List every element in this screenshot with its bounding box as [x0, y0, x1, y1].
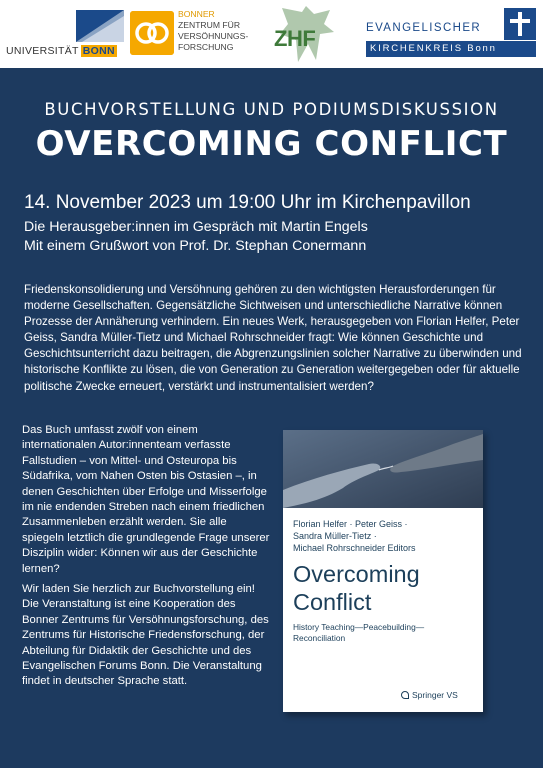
zhf-wordmark: ZHF — [274, 26, 316, 51]
book-authors-line-2: Sandra Müller-Tietz · — [293, 531, 377, 542]
event-title: OVERCOMING CONFLICT — [35, 124, 508, 164]
university-label: UNIVERSITÄT — [6, 45, 79, 57]
university-bonn-mark-icon — [76, 10, 124, 42]
book-cover — [283, 430, 483, 712]
bzvf-line-4: FORSCHUNG — [178, 42, 234, 52]
book-publisher — [401, 690, 458, 700]
cross-icon — [504, 8, 536, 40]
evangelischer-kirchenkreis-logo — [366, 8, 538, 60]
book-title-line-1: Overcoming — [293, 561, 420, 587]
book-cover-hands-image — [283, 430, 483, 508]
book-authors — [293, 518, 416, 555]
bzvf-line-3: VERSÖHNUNGS- — [178, 31, 249, 41]
book-authors-line-3: Michael Rohrschneider Editors — [293, 543, 416, 554]
speaker-line-2: Mit einem Grußwort von Prof. Dr. Stephan Conermann — [24, 238, 367, 254]
book-title-line-2: Conflict — [293, 589, 372, 615]
zhf-logo — [272, 4, 340, 64]
bonner-zentrum-logo — [130, 7, 250, 61]
book-subtitle-line-1: History Teaching—Peacebuilding— — [293, 622, 425, 632]
university-bonn-wordmark — [6, 45, 117, 57]
logo-bar — [0, 0, 543, 68]
intro-paragraph: Friedenskonsolidierung und Versöhnung gehören zu den wichtigsten Herausforderungen für moderne Gesellschaften. Gegensätzliche Sichtweisen und unterschiedliche Narrative können Prozesse der Annäherung verhindern. Ein neues Werk, herausgegeben von Florian Helfer, Peter Geiss, Sandra Müller-Tietz und Michael Rohrschneider fragt: Wie können Geschichte und Geschichtsunterricht dazu beitragen, die Abgrenzungslinien solcher Narrative zu überwinden und historische Konflikte zu lösen, die von Generation zu Generation weitergegeben oder für aktuelle politische Zwecke erneuert, verstärkt und instrumentalisiert werden? — [24, 283, 522, 393]
bzvf-line-2: ZENTRUM FÜR — [178, 20, 241, 30]
invitation-paragraph: Wir laden Sie herzlich zur Buchvorstellung ein! Die Veranstaltung ist eine Kooperation des Bonner Zentrums für Versöhnungsforschung, des Zentrums für Historische Friedensforschung, der Abteilung für Didaktik der Geschichte und des Evangelischen Forums Bonn. Die Veranstaltung findet in deutscher Sprache statt. — [22, 583, 269, 688]
book-subtitle — [293, 622, 473, 644]
book-authors-line-1: Florian Helfer · Peter Geiss · — [293, 519, 408, 529]
ekb-top-label: EVANGELISCHER — [366, 22, 482, 34]
bzvf-rings-icon — [130, 11, 174, 55]
event-date-line: 14. November 2023 um 19:00 Uhr im Kirchenpavillon — [24, 192, 471, 213]
book-description-paragraph: Das Buch umfasst zwölf von einem internationalen Autor:innenteam verfasste Fallstudien – von Mittel- und Osteuropa bis Südafrika, vom Nahen Osten bis Ostasien –, in denen Geschichten über Erfolge und Misserfolge im nie endenden Streben nach einem friedlichen Zusammenleben erzählt werden. Sie alle spiegeln letztlich die grundlegende Frage unserer Disziplin wider: Können wir aus der Geschichte lernen? — [22, 424, 270, 575]
event-subtitle: BUCHVORSTELLUNG UND PODIUMSDISKUSSION — [44, 100, 499, 119]
bonn-label: BONN — [82, 45, 115, 57]
bzvf-line-1: BONNER — [178, 9, 215, 19]
book-subtitle-line-2: Reconciliation — [293, 633, 346, 643]
speaker-line-1: Die Herausgeber:innen im Gespräch mit Martin Engels — [24, 219, 368, 235]
ekb-bottom-label: KIRCHENKREIS Bonn — [366, 41, 536, 57]
bzvf-wordmark — [178, 9, 248, 53]
springer-horse-icon — [401, 691, 409, 699]
book-title — [293, 560, 420, 616]
book-publisher-label: Springer VS — [412, 690, 458, 700]
university-bonn-logo — [6, 8, 124, 58]
